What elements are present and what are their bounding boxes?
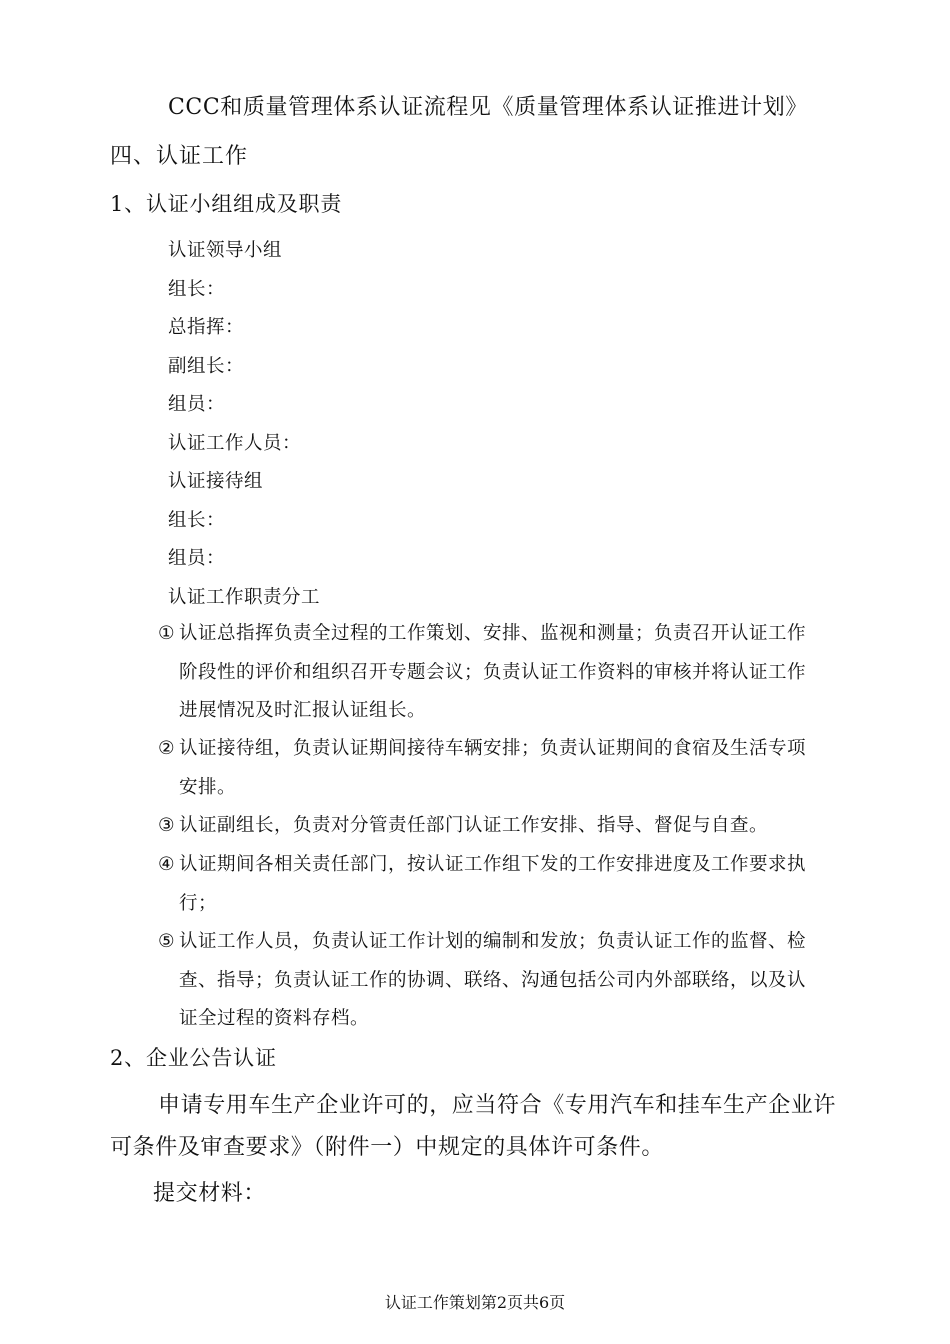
page-footer: 认证工作策划第2页共6页 [384, 1293, 566, 1312]
duty-number: ③ [158, 815, 176, 836]
duty-text-continued: 查、指导；负责认证工作的协调、联络、沟通包括公司内外部联络，以及认 [179, 969, 807, 991]
duty-text: 认证接待组，负责认证期间接待车辆安排；负责认证期间的食宿及生活专项 [179, 738, 807, 759]
duty-number: ④ [158, 854, 176, 875]
requirement-paragraph: 申请专用车生产企业许可的，应当符合《专用汽车和挂车生产企业许可条件及审查要求》（附件一）中规定的具体许可条件。 [110, 1093, 837, 1160]
submit-materials-label: 提交材料： [153, 1181, 267, 1206]
subsection-2-heading: 2、企业公告认证 [110, 1046, 277, 1070]
group-line: 总指挥： [168, 317, 245, 338]
group-line: 副组长： [168, 356, 245, 377]
duty-text: 认证总指挥负责全过程的工作策划、安排、监视和测量；负责召开认证工作 [179, 623, 807, 644]
duty-text-continued: 行； [179, 892, 218, 914]
duty-item [158, 846, 848, 923]
duty-text-continued: 证全过程的资料存档。 [179, 1008, 370, 1029]
group-line: 组员： [168, 548, 226, 569]
duty-item [158, 807, 848, 846]
duty-number: ② [158, 738, 176, 759]
duty-text: 认证副组长，负责对分管责任部门认证工作安排、指导、督促与自查。 [179, 815, 769, 836]
group-line: 认证接待组 [168, 471, 264, 492]
section-4-heading: 四、认证工作 [110, 144, 249, 169]
duty-text-continued: 安排。 [179, 776, 237, 798]
duty-item [158, 730, 848, 807]
duty-text: 认证工作人员，负责认证工作计划的编制和发放；负责认证工作的监督、检 [179, 931, 807, 952]
group-line: 组员： [168, 394, 226, 415]
group-line: 认证领导小组 [168, 240, 283, 261]
duty-item [158, 615, 848, 731]
group-line: 组长： [168, 510, 226, 531]
duty-text: 认证期间各相关责任部门，按认证工作组下发的工作安排进度及工作要求执 [179, 854, 807, 875]
intro-line: CCC和质量管理体系认证流程见《质量管理体系认证推进计划》 [168, 95, 808, 120]
group-line: 认证工作职责分工 [168, 587, 321, 608]
subsection-1-heading: 1、认证小组组成及职责 [110, 192, 343, 216]
group-line: 组长： [168, 279, 226, 300]
duty-item [158, 923, 848, 1039]
group-line: 认证工作人员： [168, 433, 302, 454]
duty-number: ⑤ [158, 931, 176, 952]
duty-text-continued: 阶段性的评价和组织召开专题会议；负责认证工作资料的审核并将认证工作 [179, 661, 807, 683]
duty-text-continued: 进展情况及时汇报认证组长。 [179, 700, 427, 721]
duty-number: ① [158, 623, 176, 644]
